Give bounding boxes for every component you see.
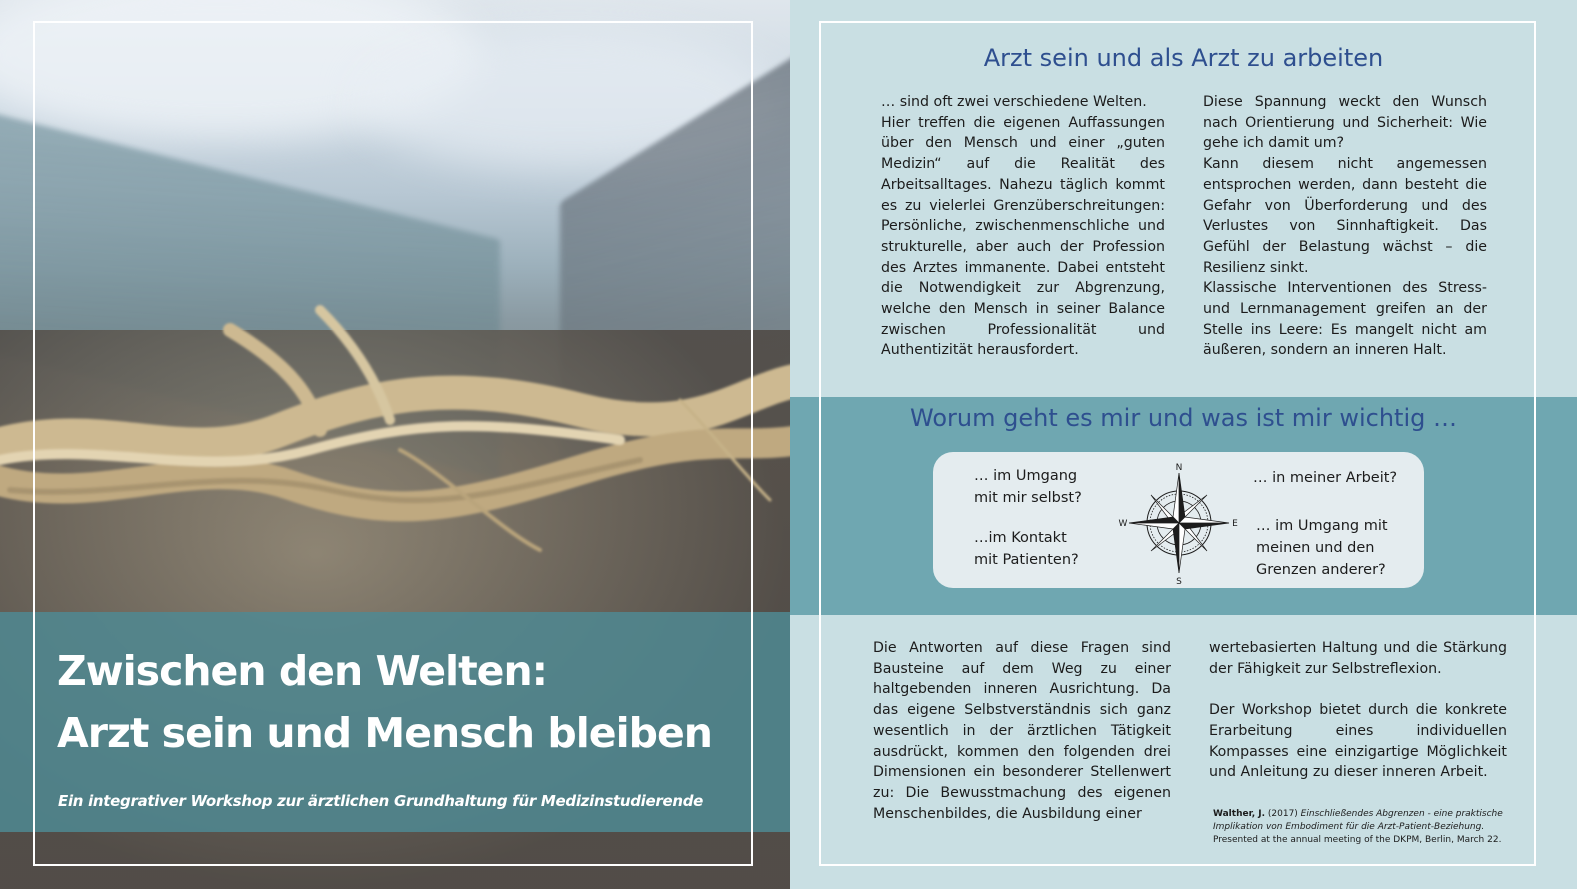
question-patients: …im Kontakt mit Patienten? [974,530,1079,568]
question-self: … im Umgang mit mir selbst? [974,468,1082,506]
question-boundaries: … im Umgang mit meinen und den Grenzen anderer? [1256,518,1388,578]
paragraph: Diese Spannung weckt den Wunsch nach Orientierung und Sicherheit: Wie gehe ich damit um? [1203,94,1487,152]
section1-heading: Arzt sein und als Arzt zu arbeiten [983,44,1384,72]
reference-author: Walther, J. [1213,809,1266,819]
paragraph: Die Antworten auf diese Fragen sind Bausteine auf dem Weg zu einer haltgebenden inneren Ausrichtung. Da das eigene Selbstverständnis sich ganz wesentlich in der ärztlichen Tätigkeit ausdrückt, kommen den folgenden drei Dimensionen ein besonderer Stellenwert zu: Die Bewusstmachung des eigenen Menschenbildes, die Ausbildung einer [873,640,1171,822]
compass-west-label: W [1118,519,1128,529]
compass-north-label: N [1175,463,1183,473]
reference-title: Einschließendes Abgrenzen - eine praktische Implikation von Embodiment für die Arzt-Patient-Beziehung. [1213,809,1503,832]
section3-column2 [1209,638,1507,783]
cover-subtitle: Ein integrativer Workshop zur ärztlichen Grundhaltung für Medizinstudierende [58,792,704,810]
section2-heading: Worum geht es mir und was ist mir wichtig … [910,404,1457,432]
question-work: … in meiner Arbeit? [1253,470,1398,486]
paragraph: Der Workshop bietet durch die konkrete Erarbeitung eines individuellen Kompasses eine einzigartige Möglichkeit und Anleitung zu dieser inneren Arbeit. [1209,702,1507,781]
paragraph: Klassische Interventionen des Stress- und Lernmanagement greifen an der Stelle ins Leere: Es mangelt nicht am äußeren, sondern an inneren Halt. [1203,280,1487,359]
section1-column2 [1203,92,1487,361]
compass-south-label: S [1176,577,1182,586]
compass-east-label: E [1232,519,1238,529]
paragraph: wertebasierten Haltung und die Stärkung der Fähigkeit zur Selbstreflexion. [1209,640,1507,677]
content-panel [790,0,1577,889]
reference-venue: Presented at the annual meeting of the DKPM, Berlin, March 22. [1213,835,1502,845]
cover-title [57,640,777,764]
compass-question-box [933,452,1424,588]
paragraph: Kann diesem nicht angemessen entsprochen werden, dann besteht die Gefahr von Überforderung und des Verlustes von Sinnhaftigkeit. Das Gefühl der Belastung wächst – die Resilienz sinkt. [1203,156,1487,276]
section3-column1 [873,638,1171,824]
reference-citation [1213,808,1513,847]
paragraph: … sind oft zwei verschiedene Welten. [881,94,1147,110]
reference-year: (2017) [1265,809,1301,819]
compass-rose-icon [1116,460,1242,586]
paragraph: Hier treffen die eigenen Auffassungen über den Mensch und einer „guten Medizin“ auf die Realität des Arbeitsalltages. Nahezu täglich kommt es zu vielerlei Grenzüberschreitungen: Persönliche, zwischenmenschliche und strukturelle, aber auch der Profession des Arztes immanente. Dabei entsteht die Notwendigkeit zur Abgrenzung, welche den Mensch in seiner Balance zwischen Professionalität und Authentizität herausfordert. [881,114,1165,359]
cover-title-line1: Zwischen den Welten: [57,647,548,695]
cover-title-line2: Arzt sein und Mensch bleiben [57,709,712,757]
section1-column1 [881,92,1165,361]
